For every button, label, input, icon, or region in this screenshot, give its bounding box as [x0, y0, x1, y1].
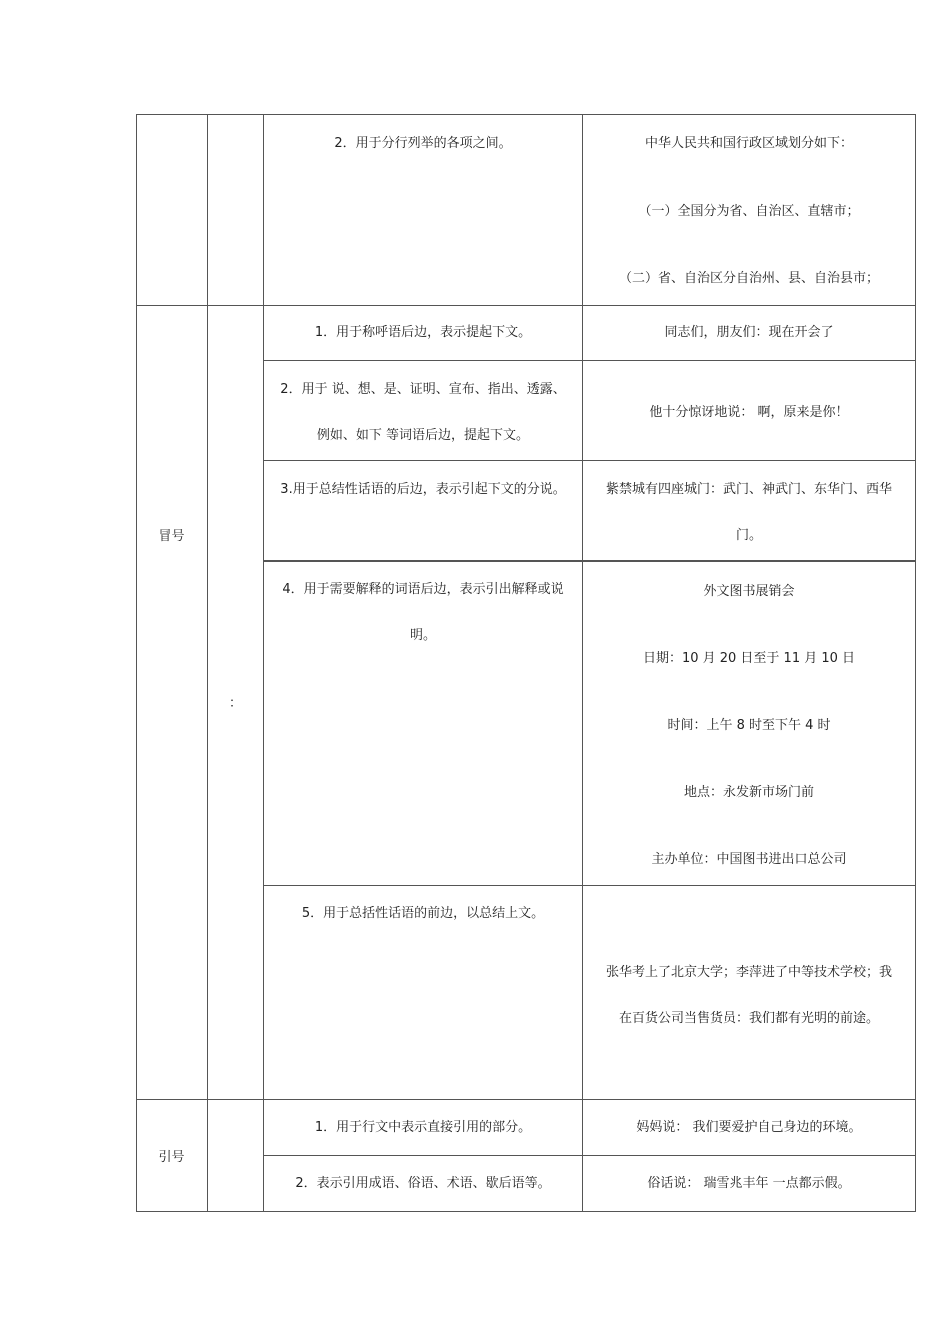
- example-line: 在百货公司当售货员：我们都有光明的前途。: [618, 1011, 879, 1026]
- example-line: 外文图书展销会: [703, 584, 795, 599]
- example-text: 妈妈说： 我们要爱护自己身边的环境。: [636, 1120, 862, 1135]
- example-cell: [583, 132, 915, 291]
- usage-text: 1．用于行文中表示直接引用的部分。: [314, 1120, 532, 1135]
- usage-cell: [264, 321, 582, 345]
- usage-line: 2．用于 说、想、是、证明、宣布、指出、透露、: [280, 382, 566, 397]
- row-divider: [136, 1099, 916, 1100]
- example-line: （一）全国分为省、自治区、直辖市；: [638, 204, 860, 219]
- usage-cell: [264, 902, 582, 926]
- example-cell: [583, 580, 915, 872]
- table-border-bottom: [136, 1211, 916, 1212]
- usage-line: 明。: [409, 628, 436, 643]
- row-divider: [263, 460, 916, 461]
- punctuation-name: 引号: [158, 1150, 185, 1165]
- usage-cell: [264, 1116, 582, 1140]
- example-line: 地点：永发新市场门前: [683, 785, 814, 800]
- example-cell: [583, 401, 915, 425]
- example-line: 主办单位：中国图书进出口总公司: [651, 852, 847, 867]
- row-divider: [263, 560, 916, 562]
- usage-cell: [264, 132, 582, 156]
- usage-text: 3.用于总结性话语的后边，表示引起下文的分说。: [280, 482, 566, 497]
- row-divider: [263, 885, 916, 886]
- usage-text: 1．用于称呼语后边，表示提起下文。: [314, 325, 532, 340]
- row-divider: [263, 360, 916, 361]
- punctuation-table: [136, 114, 916, 1212]
- punctuation-symbol: ：: [228, 696, 242, 711]
- example-line: 紫禁城有四座城门：武门、神武门、东华门、西华: [605, 482, 892, 497]
- example-line: 日期：10 月 20 日至于 11 月 10 日: [642, 651, 856, 666]
- row-divider: [136, 305, 916, 306]
- usage-cell: [264, 378, 582, 448]
- usage-line: 4．用于需要解释的词语后边，表示引出解释或说: [282, 582, 564, 597]
- example-text: 俗话说： 瑞雪兆丰年 一点都示假。: [647, 1176, 851, 1191]
- usage-cell: [264, 578, 582, 648]
- example-cell: [583, 478, 915, 548]
- table-border-right: [915, 114, 916, 1212]
- example-text: 他十分惊讶地说： 啊，原来是你！: [649, 405, 849, 420]
- usage-cell: [264, 478, 582, 502]
- example-cell: [583, 321, 915, 345]
- row-divider: [263, 1155, 916, 1156]
- example-cell: [583, 1172, 915, 1196]
- column-divider: [263, 114, 264, 1212]
- punctuation-name: 冒号: [158, 529, 185, 544]
- example-line: 门。: [735, 528, 762, 543]
- column-divider: [207, 114, 208, 1212]
- usage-text: 5．用于总括性话语的前边，以总结上文。: [301, 906, 545, 921]
- usage-text: 2．用于分行列举的各项之间。: [334, 136, 512, 151]
- usage-cell: [264, 1172, 582, 1196]
- example-line: 时间：上午 8 时至下午 4 时: [667, 718, 831, 733]
- example-cell: [583, 1116, 915, 1140]
- usage-text: 2．表示引用成语、俗语、术语、歇后语等。: [295, 1176, 551, 1191]
- example-line: 张华考上了北京大学；李萍进了中等技术学校；我: [605, 965, 892, 980]
- table-border-left: [136, 114, 137, 1212]
- example-line: （二）省、自治区分自治州、县、自治县市；: [618, 271, 879, 286]
- example-line: 中华人民共和国行政区域划分如下：: [644, 136, 853, 151]
- usage-line: 例如、如下 等词语后边，提起下文。: [316, 428, 530, 443]
- table-border-top: [136, 114, 916, 115]
- example-text: 同志们，朋友们：现在开会了: [664, 325, 834, 340]
- example-cell: [583, 961, 915, 1031]
